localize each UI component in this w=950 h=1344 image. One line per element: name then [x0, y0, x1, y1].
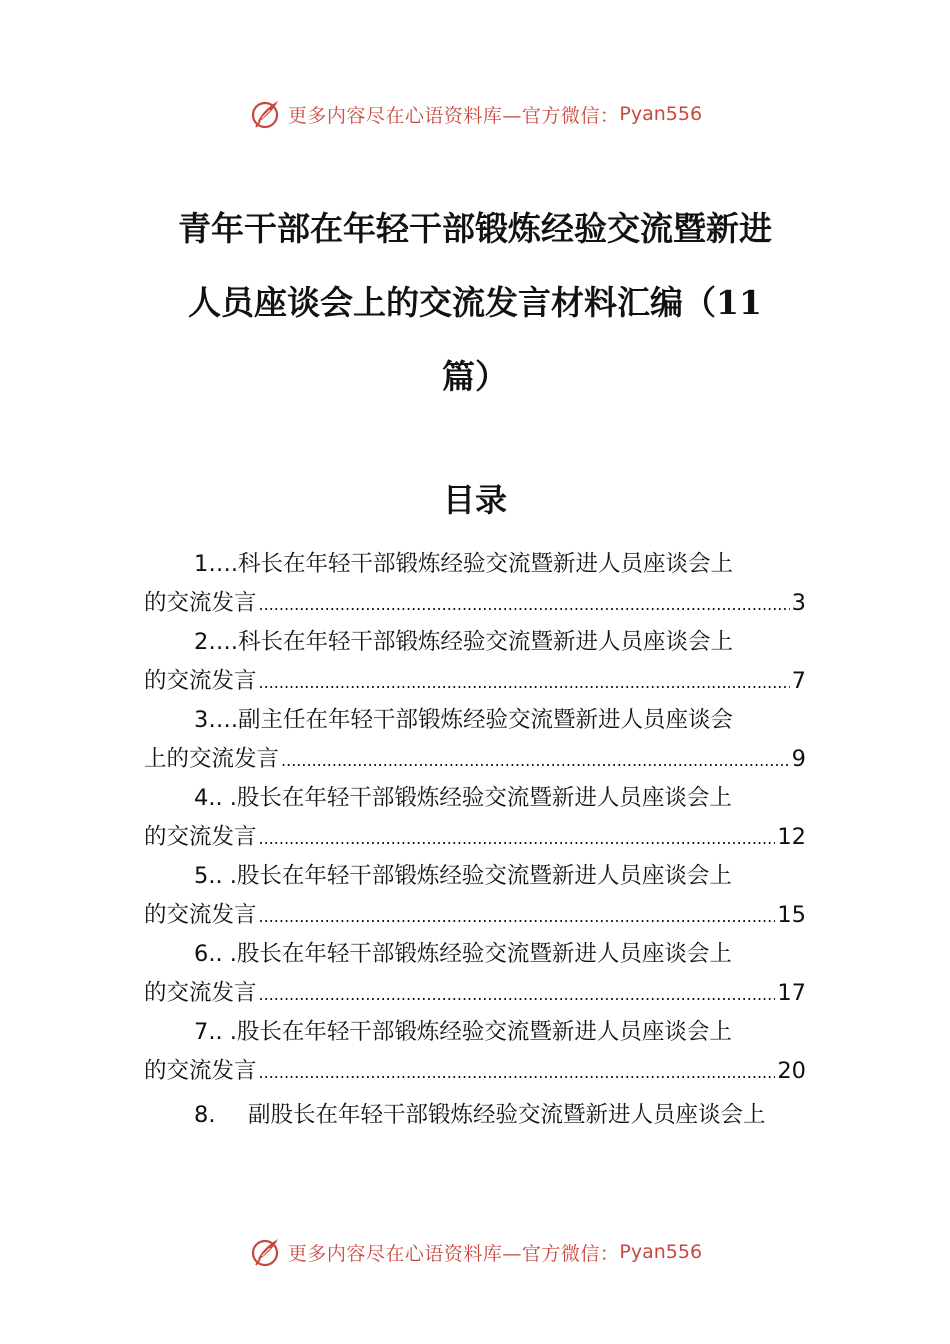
title-line-2: 人员座谈会上的交流发言材料汇编（11: [188, 283, 762, 322]
toc-page-number: 17: [777, 980, 806, 1006]
toc-entry-1[interactable]: [144, 545, 806, 623]
toc-entry-title-cont: 的交流发言: [144, 668, 257, 694]
toc-entry-title: 7.. .股长在年轻干部锻炼经验交流暨新进人员座谈会上: [194, 1019, 732, 1045]
toc-leader-dots: [259, 662, 790, 702]
toc-leader-dots: [259, 896, 776, 936]
toc-entry-title: 2….科长在年轻干部锻炼经验交流暨新进人员座谈会上: [194, 629, 733, 655]
banner-text: 更多内容尽在心语资料库—官方微信：: [287, 1242, 620, 1265]
document-title: [140, 192, 810, 414]
toc-entry-title: 副股长在年轻干部锻炼经验交流暨新进人员座谈会上: [248, 1102, 766, 1128]
toc-entry-number: 8.: [194, 1102, 216, 1128]
toc-leader-dots: [259, 818, 776, 858]
table-of-contents: [144, 545, 806, 1135]
toc-entry-title-cont: 的交流发言: [144, 902, 257, 928]
toc-heading: 目录: [442, 481, 507, 519]
toc-entry-7[interactable]: [144, 1013, 806, 1091]
toc-page-number: 9: [791, 746, 806, 772]
toc-entry-title: 4.. .股长在年轻干部锻炼经验交流暨新进人员座谈会上: [194, 785, 732, 811]
toc-leader-dots: [259, 974, 776, 1014]
banner-wechat-id: Pyan556: [619, 1241, 703, 1263]
toc-entry-2[interactable]: [144, 623, 806, 701]
title-line-3: 篇）: [442, 357, 508, 396]
toc-leader-dots: [281, 740, 790, 780]
toc-page-number: 20: [777, 1058, 806, 1084]
toc-entry-3[interactable]: [144, 701, 806, 779]
toc-page-number: 7: [791, 668, 806, 694]
quill-logo-icon: [248, 97, 282, 131]
quill-logo-icon: [248, 1235, 282, 1269]
title-line-1: 青年干部在年轻干部锻炼经验交流暨新进: [178, 209, 772, 248]
toc-entry-4[interactable]: [144, 779, 806, 857]
toc-entry-title-cont: 上的交流发言: [144, 746, 280, 772]
toc-page-number: 12: [777, 824, 806, 850]
toc-entry-8[interactable]: [144, 1096, 806, 1135]
toc-entry-title-cont: 的交流发言: [144, 1058, 257, 1084]
footer-watermark-banner: [0, 1232, 950, 1272]
toc-leader-dots: [259, 1052, 776, 1092]
toc-entry-title: 5.. .股长在年轻干部锻炼经验交流暨新进人员座谈会上: [194, 863, 732, 889]
toc-entry-6[interactable]: [144, 935, 806, 1013]
banner-wechat-id: Pyan556: [619, 103, 703, 125]
toc-entry-title: 1….科长在年轻干部锻炼经验交流暨新进人员座谈会上: [194, 551, 733, 577]
toc-page-number: 15: [777, 902, 806, 928]
toc-entry-5[interactable]: [144, 857, 806, 935]
toc-leader-dots: [259, 584, 790, 624]
toc-entry-title-cont: 的交流发言: [144, 590, 257, 616]
toc-entry-title-cont: 的交流发言: [144, 824, 257, 850]
toc-entry-title: 6.. .股长在年轻干部锻炼经验交流暨新进人员座谈会上: [194, 941, 732, 967]
toc-entry-title-cont: 的交流发言: [144, 980, 257, 1006]
toc-entry-title: 3….副主任在年轻干部锻炼经验交流暨新进人员座谈会: [194, 707, 733, 733]
toc-page-number: 3: [791, 590, 806, 616]
header-watermark-banner: [0, 94, 950, 134]
banner-text: 更多内容尽在心语资料库—官方微信：: [287, 104, 620, 127]
